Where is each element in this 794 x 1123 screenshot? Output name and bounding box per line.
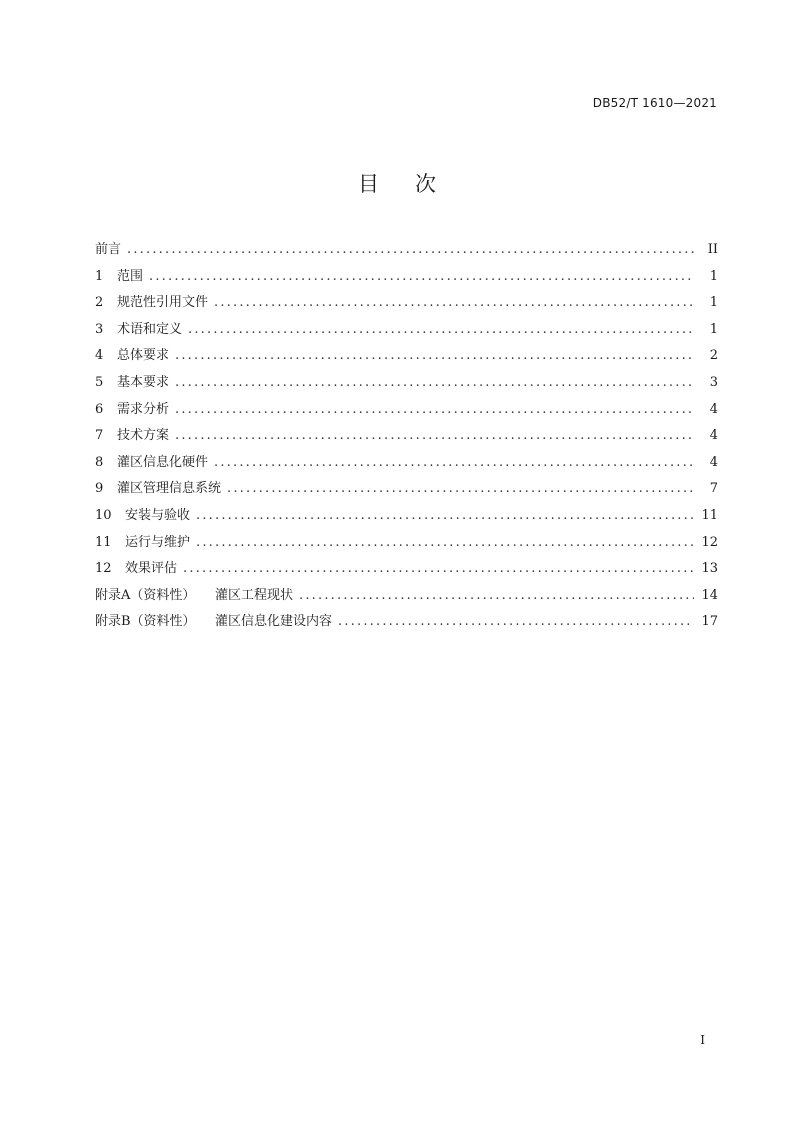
toc-entry-number: 12 [95, 561, 112, 577]
toc-leader-dots [188, 322, 694, 337]
table-of-contents [95, 238, 718, 637]
toc-entry-number: 2 [95, 295, 104, 311]
toc-entry-label: 灌区信息化建设内容 [215, 614, 333, 630]
toc-entry-page: 1 [709, 268, 718, 284]
toc-entry-number: 9 [95, 481, 104, 497]
toc-leader-dots [183, 561, 694, 576]
toc-leader-dots [196, 535, 694, 550]
toc-entry-page: 3 [709, 374, 718, 390]
toc-entry-page: 7 [709, 481, 718, 497]
toc-entry-page: 1 [709, 295, 718, 311]
toc-entry-label: 总体要求 [117, 348, 170, 364]
toc-entry-page: 17 [701, 614, 718, 630]
page-title: 目次 [358, 172, 472, 196]
toc-entry-2[interactable] [95, 291, 718, 318]
toc-entry-label: 基本要求 [117, 374, 170, 390]
toc-entry-number: 6 [95, 401, 104, 417]
toc-entry-page: 14 [701, 587, 718, 603]
toc-entry-page: 4 [709, 454, 718, 470]
toc-leader-dots [196, 508, 694, 523]
toc-leader-dots [299, 588, 694, 603]
toc-entry-8[interactable] [95, 451, 718, 478]
toc-entry-number: 1 [95, 268, 104, 284]
toc-entry-10[interactable] [95, 504, 718, 531]
toc-entry-number: 5 [95, 374, 104, 390]
toc-entry-label: 安装与验收 [125, 507, 191, 523]
toc-leader-dots [175, 428, 694, 443]
toc-entry-12[interactable] [95, 557, 718, 584]
toc-entry-page: 1 [709, 321, 718, 337]
toc-entry-number: 7 [95, 428, 104, 444]
toc-leader-dots [338, 614, 694, 629]
toc-entry-label: 运行与维护 [125, 534, 191, 550]
toc-entry-5[interactable] [95, 371, 718, 398]
toc-entry-appendix-a[interactable] [95, 584, 718, 611]
toc-leader-dots [175, 402, 694, 417]
toc-leader-dots [127, 242, 694, 257]
toc-entry-number: 4 [95, 348, 104, 364]
toc-entry-label: 需求分析 [117, 401, 170, 417]
toc-leader-dots [175, 375, 694, 390]
toc-leader-dots [149, 269, 694, 284]
toc-entry-appendix-b[interactable] [95, 610, 718, 637]
toc-entry-label: 效果评估 [125, 561, 178, 577]
toc-entry-label: 灌区管理信息系统 [117, 481, 222, 497]
toc-entry-label: 灌区工程现状 [215, 587, 294, 603]
toc-entry-4[interactable] [95, 344, 718, 371]
toc-entry-label: 规范性引用文件 [117, 295, 209, 311]
toc-entry-page: 13 [701, 561, 718, 577]
toc-leader-dots [227, 481, 694, 496]
toc-entry-label: 灌区信息化硬件 [117, 454, 209, 470]
toc-entry-number: 11 [95, 534, 112, 550]
toc-entry-number: 3 [95, 321, 104, 337]
document-code: DB52/T 1610—2021 [592, 96, 717, 110]
toc-entry-number: 10 [95, 507, 112, 523]
toc-entry-6[interactable] [95, 398, 718, 425]
toc-entry-label: 术语和定义 [117, 321, 183, 337]
toc-appendix-label: 附录B（资料性） [95, 614, 196, 630]
toc-entry-page: 4 [709, 428, 718, 444]
toc-entry-label: 技术方案 [117, 428, 170, 444]
toc-appendix-label: 附录A（资料性） [95, 587, 196, 603]
toc-entry-number: 8 [95, 454, 104, 470]
toc-entry-1[interactable] [95, 265, 718, 292]
toc-entry-label: 前言 [95, 242, 122, 257]
toc-entry-page: 11 [701, 507, 718, 523]
toc-entry-3[interactable] [95, 318, 718, 345]
toc-leader-dots [214, 455, 694, 470]
toc-entry-page: 2 [709, 348, 718, 364]
toc-entry-7[interactable] [95, 424, 718, 451]
toc-entry-9[interactable] [95, 477, 718, 504]
toc-entry-page: II [707, 242, 718, 257]
toc-entry-label: 范围 [117, 268, 144, 284]
toc-leader-dots [175, 348, 694, 363]
toc-entry-page: 12 [701, 534, 718, 550]
page-number: I [700, 1033, 705, 1047]
toc-entry-foreword[interactable] [95, 238, 718, 265]
toc-entry-11[interactable] [95, 531, 718, 558]
toc-entry-page: 4 [709, 401, 718, 417]
toc-leader-dots [214, 295, 694, 310]
